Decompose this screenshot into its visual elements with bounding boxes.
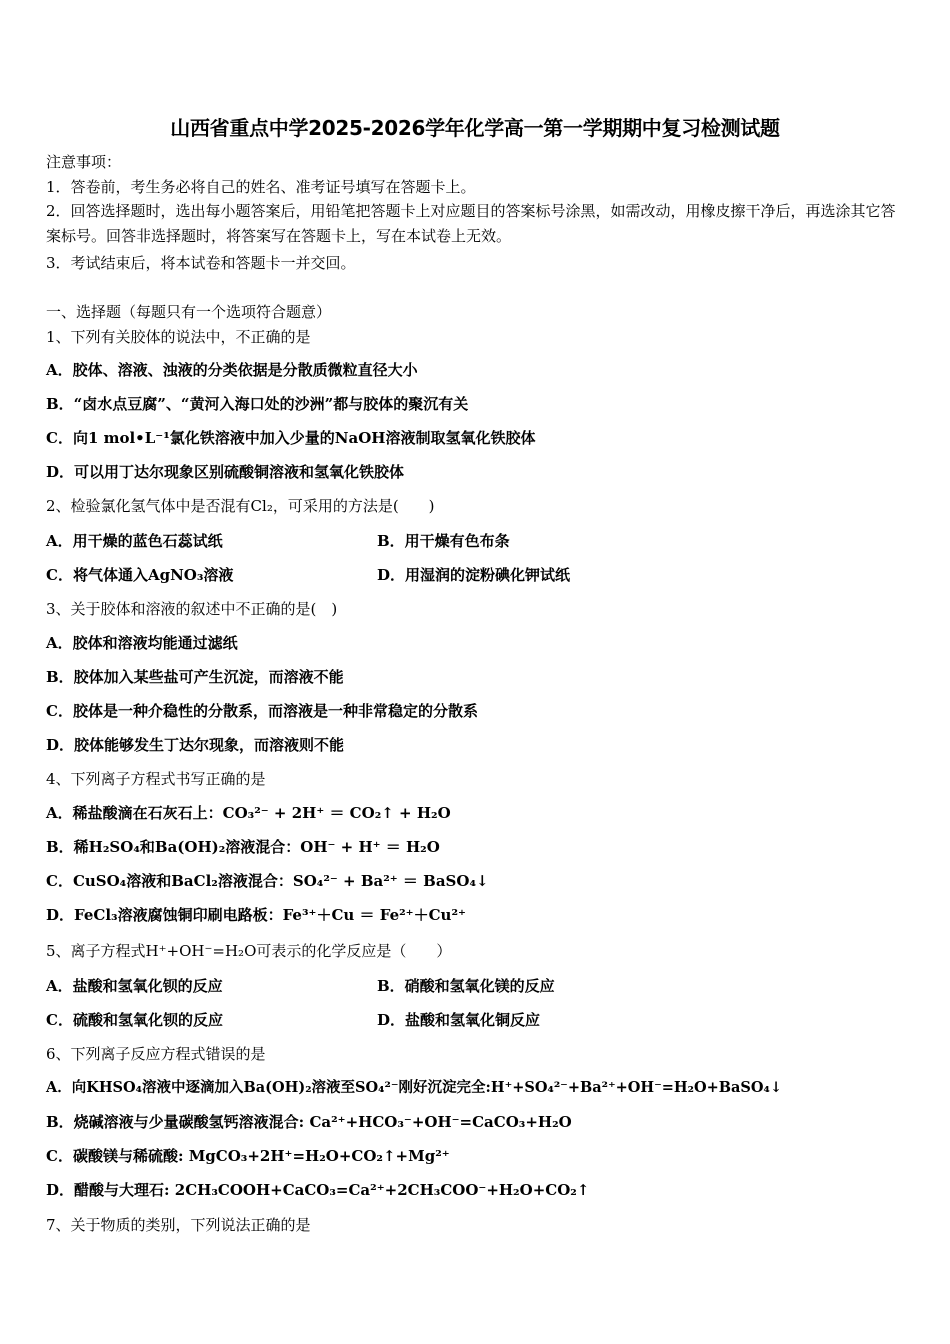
question-1-option-c: C．向1 mol•L⁻¹氯化铁溶液中加入少量的NaOH溶液制取氢氧化铁胶体 bbox=[46, 429, 536, 447]
question-2-option-d: D．用湿润的淀粉碘化钾试纸 bbox=[377, 566, 571, 584]
question-2-option-a: A．用干燥的蓝色石蕊试纸 bbox=[46, 532, 223, 550]
page-title: 山西省重点中学2025-2026学年化学高一第一学期期中复习检测试题 bbox=[170, 116, 780, 140]
question-5-option-c: C．硫酸和氢氧化钡的反应 bbox=[46, 1011, 223, 1029]
question-3-stem: 3、关于胶体和溶液的叙述中不正确的是( ) bbox=[46, 600, 338, 618]
question-4-option-a: A．稀盐酸滴在石灰石上：CO₃²⁻ + 2H⁺ ＝ CO₂↑ + H₂O bbox=[46, 804, 451, 822]
question-1-option-a: A．胶体、溶液、浊液的分类依据是分散质微粒直径大小 bbox=[46, 361, 418, 379]
question-1-option-d: D．可以用丁达尔现象区别硫酸铜溶液和氢氧化铁胶体 bbox=[46, 463, 405, 481]
notice-item-1: 1．答卷前，考生务必将自己的姓名、准考证号填写在答题卡上。 bbox=[46, 178, 476, 196]
question-4-option-d: D．FeCl₃溶液腐蚀铜印刷电路板：Fe³⁺＋Cu ＝ Fe²⁺＋Cu²⁺ bbox=[46, 906, 466, 924]
question-4-option-c: C．CuSO₄溶液和BaCl₂溶液混合：SO₄²⁻ + Ba²⁺ ＝ BaSO₄↓ bbox=[46, 872, 489, 890]
notice-heading: 注意事项： bbox=[46, 153, 122, 171]
notice-item-2: 2．回答选择题时，选出每小题答案后，用铅笔把答题卡上对应题目的答案标号涂黑，如需改动，用橡皮擦干净后，再选涂其它答案标号。回答非选择题时，将答案写在答题卡上，写在本试卷上无效。 bbox=[46, 202, 896, 245]
notice-item-3: 3．考试结束后，将本试卷和答题卡一并交回。 bbox=[46, 254, 356, 272]
question-5-stem: 5、离子方程式H⁺+OH⁻=H₂O可表示的化学反应是（ ） bbox=[46, 942, 452, 960]
question-6-option-c: C．碳酸镁与稀硫酸: MgCO₃+2H⁺=H₂O+CO₂↑+Mg²⁺ bbox=[46, 1147, 450, 1165]
question-2-option-b: B．用干燥有色布条 bbox=[377, 532, 510, 550]
question-3-option-a: A．胶体和溶液均能通过滤纸 bbox=[46, 634, 238, 652]
question-3-option-b: B．胶体加入某些盐可产生沉淀，而溶液不能 bbox=[46, 668, 344, 686]
question-1-stem: 1、下列有关胶体的说法中，不正确的是 bbox=[46, 328, 311, 346]
question-6-stem: 6、下列离子反应方程式错误的是 bbox=[46, 1045, 266, 1063]
question-4-stem: 4、下列离子方程式书写正确的是 bbox=[46, 770, 266, 788]
question-2-option-c: C．将气体通入AgNO₃溶液 bbox=[46, 566, 234, 584]
question-4-option-b: B．稀H₂SO₄和Ba(OH)₂溶液混合：OH⁻ + H⁺ ＝ H₂O bbox=[46, 838, 440, 856]
question-6-option-a: A．向KHSO₄溶液中逐滴加入Ba(OH)₂溶液至SO₄²⁻刚好沉淀完全:H⁺+SO₄²⁻+Ba²⁺+OH⁻=H₂O+BaSO₄↓ bbox=[46, 1079, 783, 1096]
question-6-option-b: B．烧碱溶液与少量碳酸氢钙溶液混合: Ca²⁺+HCO₃⁻+OH⁻=CaCO₃+H₂O bbox=[46, 1113, 572, 1131]
question-2-stem: 2、检验氯化氢气体中是否混有Cl₂，可采用的方法是( ) bbox=[46, 497, 435, 515]
question-5-option-a: A．盐酸和氢氧化钡的反应 bbox=[46, 977, 223, 995]
question-5-option-b: B．硝酸和氢氧化镁的反应 bbox=[377, 977, 555, 995]
section-heading: 一、选择题（每题只有一个选项符合题意） bbox=[46, 303, 332, 321]
question-5-option-d: D．盐酸和氢氧化铜反应 bbox=[377, 1011, 541, 1029]
question-7-stem: 7、关于物质的类别，下列说法正确的是 bbox=[46, 1216, 311, 1234]
question-3-option-c: C．胶体是一种介稳性的分散系，而溶液是一种非常稳定的分散系 bbox=[46, 702, 478, 720]
question-6-option-d: D．醋酸与大理石: 2CH₃COOH+CaCO₃=Ca²⁺+2CH₃COO⁻+H₂O+CO₂↑ bbox=[46, 1181, 590, 1199]
question-1-option-b: B．“卤水点豆腐”、“黄河入海口处的沙洲”都与胶体的聚沉有关 bbox=[46, 395, 469, 413]
question-3-option-d: D．胶体能够发生丁达尔现象，而溶液则不能 bbox=[46, 736, 345, 754]
